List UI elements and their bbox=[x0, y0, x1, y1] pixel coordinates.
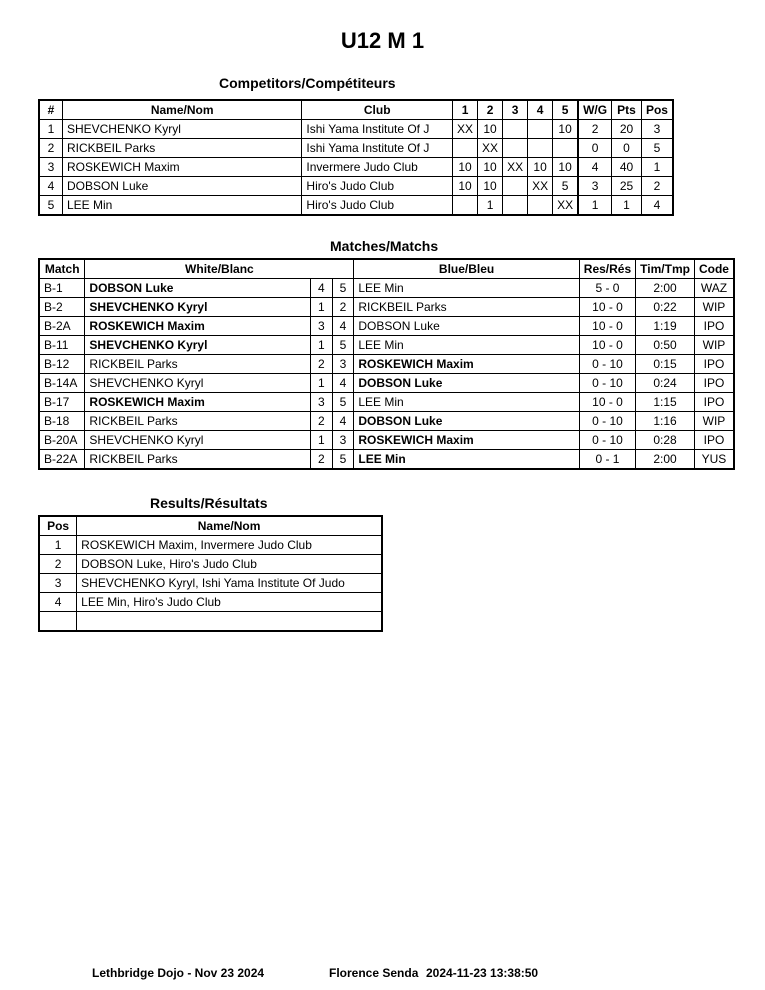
match-blue-number: 5 bbox=[332, 336, 354, 355]
match-result: 10 - 0 bbox=[579, 317, 635, 336]
competitor-score-s3: XX bbox=[503, 158, 528, 177]
match-white-number: 1 bbox=[310, 374, 332, 393]
result-name: ROSKEWICH Maxim, Invermere Judo Club bbox=[77, 536, 382, 555]
competitor-position: 1 bbox=[641, 158, 673, 177]
result-position: 1 bbox=[39, 536, 77, 555]
match-time: 0:28 bbox=[636, 431, 695, 450]
competitor-score-s5: XX bbox=[553, 196, 579, 216]
competitor-score-s3 bbox=[503, 196, 528, 216]
match-row bbox=[39, 298, 734, 317]
col-header-2: 2 bbox=[478, 100, 503, 120]
match-id: B-17 bbox=[39, 393, 85, 412]
competitor-score-s2: 10 bbox=[478, 177, 503, 196]
match-result: 0 - 10 bbox=[579, 374, 635, 393]
footer-operator: Florence Senda bbox=[329, 966, 419, 980]
match-row bbox=[39, 374, 734, 393]
match-row bbox=[39, 393, 734, 412]
match-result: 10 - 0 bbox=[579, 298, 635, 317]
competitor-score-s4 bbox=[528, 196, 553, 216]
match-result: 5 - 0 bbox=[579, 279, 635, 298]
competitor-name: SHEVCHENKO Kyryl bbox=[62, 120, 301, 139]
competitor-position: 5 bbox=[641, 139, 673, 158]
match-blue-name: DOBSON Luke bbox=[354, 374, 579, 393]
competitor-row bbox=[39, 177, 673, 196]
competitor-score-s1: XX bbox=[453, 120, 478, 139]
competitor-score-s4 bbox=[528, 120, 553, 139]
competitor-club: Hiro's Judo Club bbox=[302, 177, 453, 196]
competitor-club: Ishi Yama Institute Of J bbox=[302, 120, 453, 139]
match-time: 1:19 bbox=[636, 317, 695, 336]
match-id: B-20A bbox=[39, 431, 85, 450]
match-code: IPO bbox=[694, 355, 734, 374]
competitors-table bbox=[38, 99, 674, 216]
match-white-name: RICKBEIL Parks bbox=[85, 450, 311, 470]
footer-timestamp: 2024-11-23 13:38:50 bbox=[426, 966, 539, 980]
competitors-section-title: Competitors/Compétiteurs bbox=[219, 75, 396, 91]
col-header-3: 3 bbox=[503, 100, 528, 120]
match-time: 0:24 bbox=[636, 374, 695, 393]
competitor-score-s2: XX bbox=[478, 139, 503, 158]
competitor-score-s5: 10 bbox=[553, 158, 579, 177]
col-header-name: Name/Nom bbox=[62, 100, 301, 120]
match-id: B-2A bbox=[39, 317, 85, 336]
match-white-name: SHEVCHENKO Kyryl bbox=[85, 336, 311, 355]
col-header-match: Match bbox=[39, 259, 85, 279]
competitor-score-s1: 10 bbox=[453, 158, 478, 177]
competitor-score-s1 bbox=[453, 139, 478, 158]
col-header-1: 1 bbox=[453, 100, 478, 120]
match-result: 0 - 10 bbox=[579, 431, 635, 450]
match-code: YUS bbox=[694, 450, 734, 470]
match-white-number: 2 bbox=[310, 412, 332, 431]
match-row bbox=[39, 336, 734, 355]
results-header-row bbox=[39, 516, 382, 536]
results-table bbox=[38, 515, 383, 632]
match-code: WIP bbox=[694, 298, 734, 317]
match-row bbox=[39, 431, 734, 450]
col-header-5: 5 bbox=[553, 100, 579, 120]
match-row bbox=[39, 450, 734, 470]
competitor-position: 2 bbox=[641, 177, 673, 196]
result-name: DOBSON Luke, Hiro's Judo Club bbox=[77, 555, 382, 574]
result-name: LEE Min, Hiro's Judo Club bbox=[77, 593, 382, 612]
match-time: 0:15 bbox=[636, 355, 695, 374]
competitor-name: DOBSON Luke bbox=[62, 177, 301, 196]
match-blue-name: RICKBEIL Parks bbox=[354, 298, 579, 317]
match-id: B-12 bbox=[39, 355, 85, 374]
match-code: WIP bbox=[694, 412, 734, 431]
match-blue-name: LEE Min bbox=[354, 450, 579, 470]
match-blue-number: 3 bbox=[332, 355, 354, 374]
page-title: U12 M 1 bbox=[340, 28, 425, 53]
competitor-row bbox=[39, 139, 673, 158]
competitor-wg: 1 bbox=[578, 196, 612, 216]
match-blue-name: LEE Min bbox=[354, 279, 579, 298]
match-white-number: 2 bbox=[310, 450, 332, 470]
match-blue-number: 5 bbox=[332, 279, 354, 298]
competitor-score-s3 bbox=[503, 139, 528, 158]
footer-event: Lethbridge Dojo - Nov 23 2024 bbox=[92, 966, 265, 980]
result-name bbox=[77, 612, 382, 632]
match-code: IPO bbox=[694, 317, 734, 336]
col-header-club: Club bbox=[302, 100, 453, 120]
competitor-club: Ishi Yama Institute Of J bbox=[302, 139, 453, 158]
match-white-name: RICKBEIL Parks bbox=[85, 412, 311, 431]
result-position: 4 bbox=[39, 593, 77, 612]
match-id: B-14A bbox=[39, 374, 85, 393]
competitor-club: Hiro's Judo Club bbox=[302, 196, 453, 216]
competitor-score-s4: 10 bbox=[528, 158, 553, 177]
match-row bbox=[39, 317, 734, 336]
match-blue-number: 2 bbox=[332, 298, 354, 317]
competitor-score-s4: XX bbox=[528, 177, 553, 196]
competitor-row bbox=[39, 196, 673, 216]
match-result: 0 - 10 bbox=[579, 412, 635, 431]
competitor-wg: 4 bbox=[578, 158, 612, 177]
result-row bbox=[39, 612, 382, 632]
match-code: WAZ bbox=[694, 279, 734, 298]
match-time: 1:16 bbox=[636, 412, 695, 431]
result-name: SHEVCHENKO Kyryl, Ishi Yama Institute Of Judo bbox=[77, 574, 382, 593]
match-code: IPO bbox=[694, 374, 734, 393]
competitor-position: 3 bbox=[641, 120, 673, 139]
match-white-name: SHEVCHENKO Kyryl bbox=[85, 374, 311, 393]
match-id: B-11 bbox=[39, 336, 85, 355]
match-code: IPO bbox=[694, 393, 734, 412]
match-blue-name: LEE Min bbox=[354, 393, 579, 412]
result-position: 3 bbox=[39, 574, 77, 593]
match-white-number: 2 bbox=[310, 355, 332, 374]
competitor-row bbox=[39, 120, 673, 139]
competitor-points: 40 bbox=[612, 158, 642, 177]
competitor-number: 5 bbox=[39, 196, 62, 216]
competitor-position: 4 bbox=[641, 196, 673, 216]
competitors-header-row bbox=[39, 100, 673, 120]
match-row bbox=[39, 355, 734, 374]
match-blue-name: ROSKEWICH Maxim bbox=[354, 355, 579, 374]
col-header-time: Tim/Tmp bbox=[636, 259, 695, 279]
competitor-score-s5: 5 bbox=[553, 177, 579, 196]
competitor-wg: 0 bbox=[578, 139, 612, 158]
match-white-name: SHEVCHENKO Kyryl bbox=[85, 298, 311, 317]
competitor-row bbox=[39, 158, 673, 177]
competitor-points: 20 bbox=[612, 120, 642, 139]
result-row bbox=[39, 555, 382, 574]
match-code: WIP bbox=[694, 336, 734, 355]
match-blue-number: 3 bbox=[332, 431, 354, 450]
competitor-number: 1 bbox=[39, 120, 62, 139]
match-blue-name: DOBSON Luke bbox=[354, 317, 579, 336]
match-time: 1:15 bbox=[636, 393, 695, 412]
results-section-title: Results/Résultats bbox=[150, 495, 268, 511]
col-header-white: White/Blanc bbox=[85, 259, 354, 279]
competitor-score-s3 bbox=[503, 177, 528, 196]
col-header-code: Code bbox=[694, 259, 734, 279]
match-id: B-22A bbox=[39, 450, 85, 470]
match-white-number: 4 bbox=[310, 279, 332, 298]
result-position: 2 bbox=[39, 555, 77, 574]
match-time: 0:22 bbox=[636, 298, 695, 317]
match-blue-number: 4 bbox=[332, 374, 354, 393]
match-result: 0 - 1 bbox=[579, 450, 635, 470]
match-blue-number: 5 bbox=[332, 393, 354, 412]
competitor-club: Invermere Judo Club bbox=[302, 158, 453, 177]
match-white-name: SHEVCHENKO Kyryl bbox=[85, 431, 311, 450]
competitor-score-s1 bbox=[453, 196, 478, 216]
competitor-score-s5: 10 bbox=[553, 120, 579, 139]
competitor-name: RICKBEIL Parks bbox=[62, 139, 301, 158]
competitor-name: ROSKEWICH Maxim bbox=[62, 158, 301, 177]
match-blue-number: 4 bbox=[332, 412, 354, 431]
match-blue-number: 5 bbox=[332, 450, 354, 470]
match-result: 10 - 0 bbox=[579, 336, 635, 355]
match-row bbox=[39, 412, 734, 431]
competitor-number: 3 bbox=[39, 158, 62, 177]
match-id: B-18 bbox=[39, 412, 85, 431]
match-time: 0:50 bbox=[636, 336, 695, 355]
result-row bbox=[39, 574, 382, 593]
result-row bbox=[39, 593, 382, 612]
match-white-name: ROSKEWICH Maxim bbox=[85, 317, 311, 336]
match-white-number: 1 bbox=[310, 298, 332, 317]
match-blue-number: 4 bbox=[332, 317, 354, 336]
match-result: 10 - 0 bbox=[579, 393, 635, 412]
competitor-wg: 3 bbox=[578, 177, 612, 196]
competitor-wg: 2 bbox=[578, 120, 612, 139]
col-header-result: Res/Rés bbox=[579, 259, 635, 279]
col-header-wg: W/G bbox=[578, 100, 612, 120]
match-white-number: 1 bbox=[310, 431, 332, 450]
match-time: 2:00 bbox=[636, 450, 695, 470]
competitor-number: 2 bbox=[39, 139, 62, 158]
match-white-number: 3 bbox=[310, 317, 332, 336]
competitor-score-s3 bbox=[503, 120, 528, 139]
matches-table bbox=[38, 258, 735, 470]
col-header-result-name: Name/Nom bbox=[77, 516, 382, 536]
col-header-4: 4 bbox=[528, 100, 553, 120]
col-header-pts: Pts bbox=[612, 100, 642, 120]
col-header-pos: Pos bbox=[641, 100, 673, 120]
competitor-score-s2: 1 bbox=[478, 196, 503, 216]
competitor-number: 4 bbox=[39, 177, 62, 196]
col-header-number: # bbox=[39, 100, 62, 120]
match-white-name: ROSKEWICH Maxim bbox=[85, 393, 311, 412]
match-code: IPO bbox=[694, 431, 734, 450]
competitor-score-s4 bbox=[528, 139, 553, 158]
match-white-number: 1 bbox=[310, 336, 332, 355]
matches-header-row bbox=[39, 259, 734, 279]
match-white-name: RICKBEIL Parks bbox=[85, 355, 311, 374]
competitor-points: 0 bbox=[612, 139, 642, 158]
col-header-blue: Blue/Bleu bbox=[354, 259, 579, 279]
result-position bbox=[39, 612, 77, 632]
competitor-score-s2: 10 bbox=[478, 158, 503, 177]
col-header-result-pos: Pos bbox=[39, 516, 77, 536]
matches-section-title: Matches/Matchs bbox=[330, 238, 439, 254]
match-id: B-1 bbox=[39, 279, 85, 298]
match-row bbox=[39, 279, 734, 298]
match-result: 0 - 10 bbox=[579, 355, 635, 374]
competitor-score-s5 bbox=[553, 139, 579, 158]
competitor-points: 25 bbox=[612, 177, 642, 196]
match-time: 2:00 bbox=[636, 279, 695, 298]
competitor-score-s1: 10 bbox=[453, 177, 478, 196]
match-id: B-2 bbox=[39, 298, 85, 317]
match-blue-name: ROSKEWICH Maxim bbox=[354, 431, 579, 450]
match-white-number: 3 bbox=[310, 393, 332, 412]
match-white-name: DOBSON Luke bbox=[85, 279, 311, 298]
competitor-score-s2: 10 bbox=[478, 120, 503, 139]
match-blue-name: DOBSON Luke bbox=[354, 412, 579, 431]
match-blue-name: LEE Min bbox=[354, 336, 579, 355]
competitor-points: 1 bbox=[612, 196, 642, 216]
competitor-name: LEE Min bbox=[62, 196, 301, 216]
result-row bbox=[39, 536, 382, 555]
